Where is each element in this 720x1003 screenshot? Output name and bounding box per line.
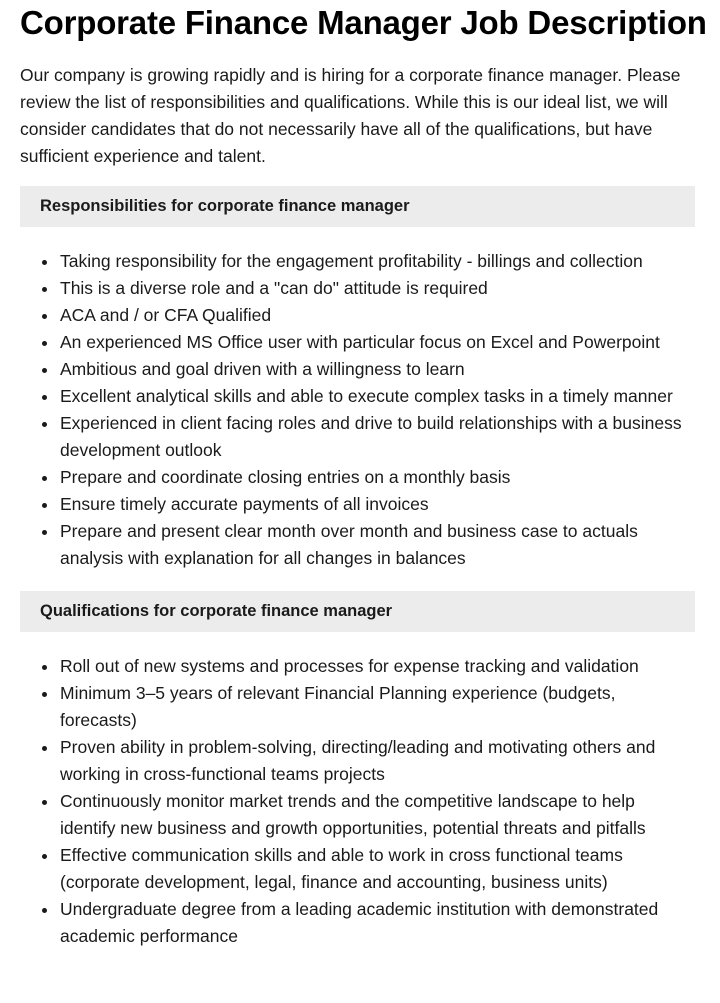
list-item: An experienced MS Office user with particular focus on Excel and Powerpoint <box>60 329 695 356</box>
list-item: Undergraduate degree from a leading academic institution with demonstrated academic performance <box>60 896 695 950</box>
responsibilities-heading: Responsibilities for corporate finance manager <box>20 186 695 227</box>
list-item: Prepare and coordinate closing entries on a monthly basis <box>60 464 695 491</box>
list-item: Experienced in client facing roles and drive to build relationships with a business development outlook <box>60 410 695 464</box>
qualifications-heading: Qualifications for corporate finance manager <box>20 591 695 632</box>
list-item: Roll out of new systems and processes for expense tracking and validation <box>60 653 695 680</box>
page-title: Corporate Finance Manager Job Description <box>20 4 707 41</box>
list-item: Continuously monitor market trends and the competitive landscape to help identify new business and growth opportunities, potential threats and pitfalls <box>60 788 695 842</box>
responsibilities-list <box>20 248 695 572</box>
list-item: Proven ability in problem-solving, directing/leading and motivating others and working in cross-functional teams projects <box>60 734 695 788</box>
list-item: This is a diverse role and a "can do" attitude is required <box>60 275 695 302</box>
intro-paragraph: Our company is growing rapidly and is hiring for a corporate finance manager. Please review the list of responsibilities and qualifications. While this is our ideal list, we will consider candidates that do not necessarily have all of the qualifications, but have sufficient experience and talent. <box>20 65 681 166</box>
list-item: Ambitious and goal driven with a willingness to learn <box>60 356 695 383</box>
list-item: Excellent analytical skills and able to execute complex tasks in a timely manner <box>60 383 695 410</box>
list-item: Minimum 3–5 years of relevant Financial Planning experience (budgets, forecasts) <box>60 680 695 734</box>
list-item: Prepare and present clear month over month and business case to actuals analysis with explanation for all changes in balances <box>60 518 695 572</box>
list-item: Ensure timely accurate payments of all invoices <box>60 491 695 518</box>
list-item: Effective communication skills and able to work in cross functional teams (corporate development, legal, finance and accounting, business units) <box>60 842 695 896</box>
list-item: ACA and / or CFA Qualified <box>60 302 695 329</box>
qualifications-list <box>20 653 695 950</box>
list-item: Taking responsibility for the engagement profitability - billings and collection <box>60 248 695 275</box>
